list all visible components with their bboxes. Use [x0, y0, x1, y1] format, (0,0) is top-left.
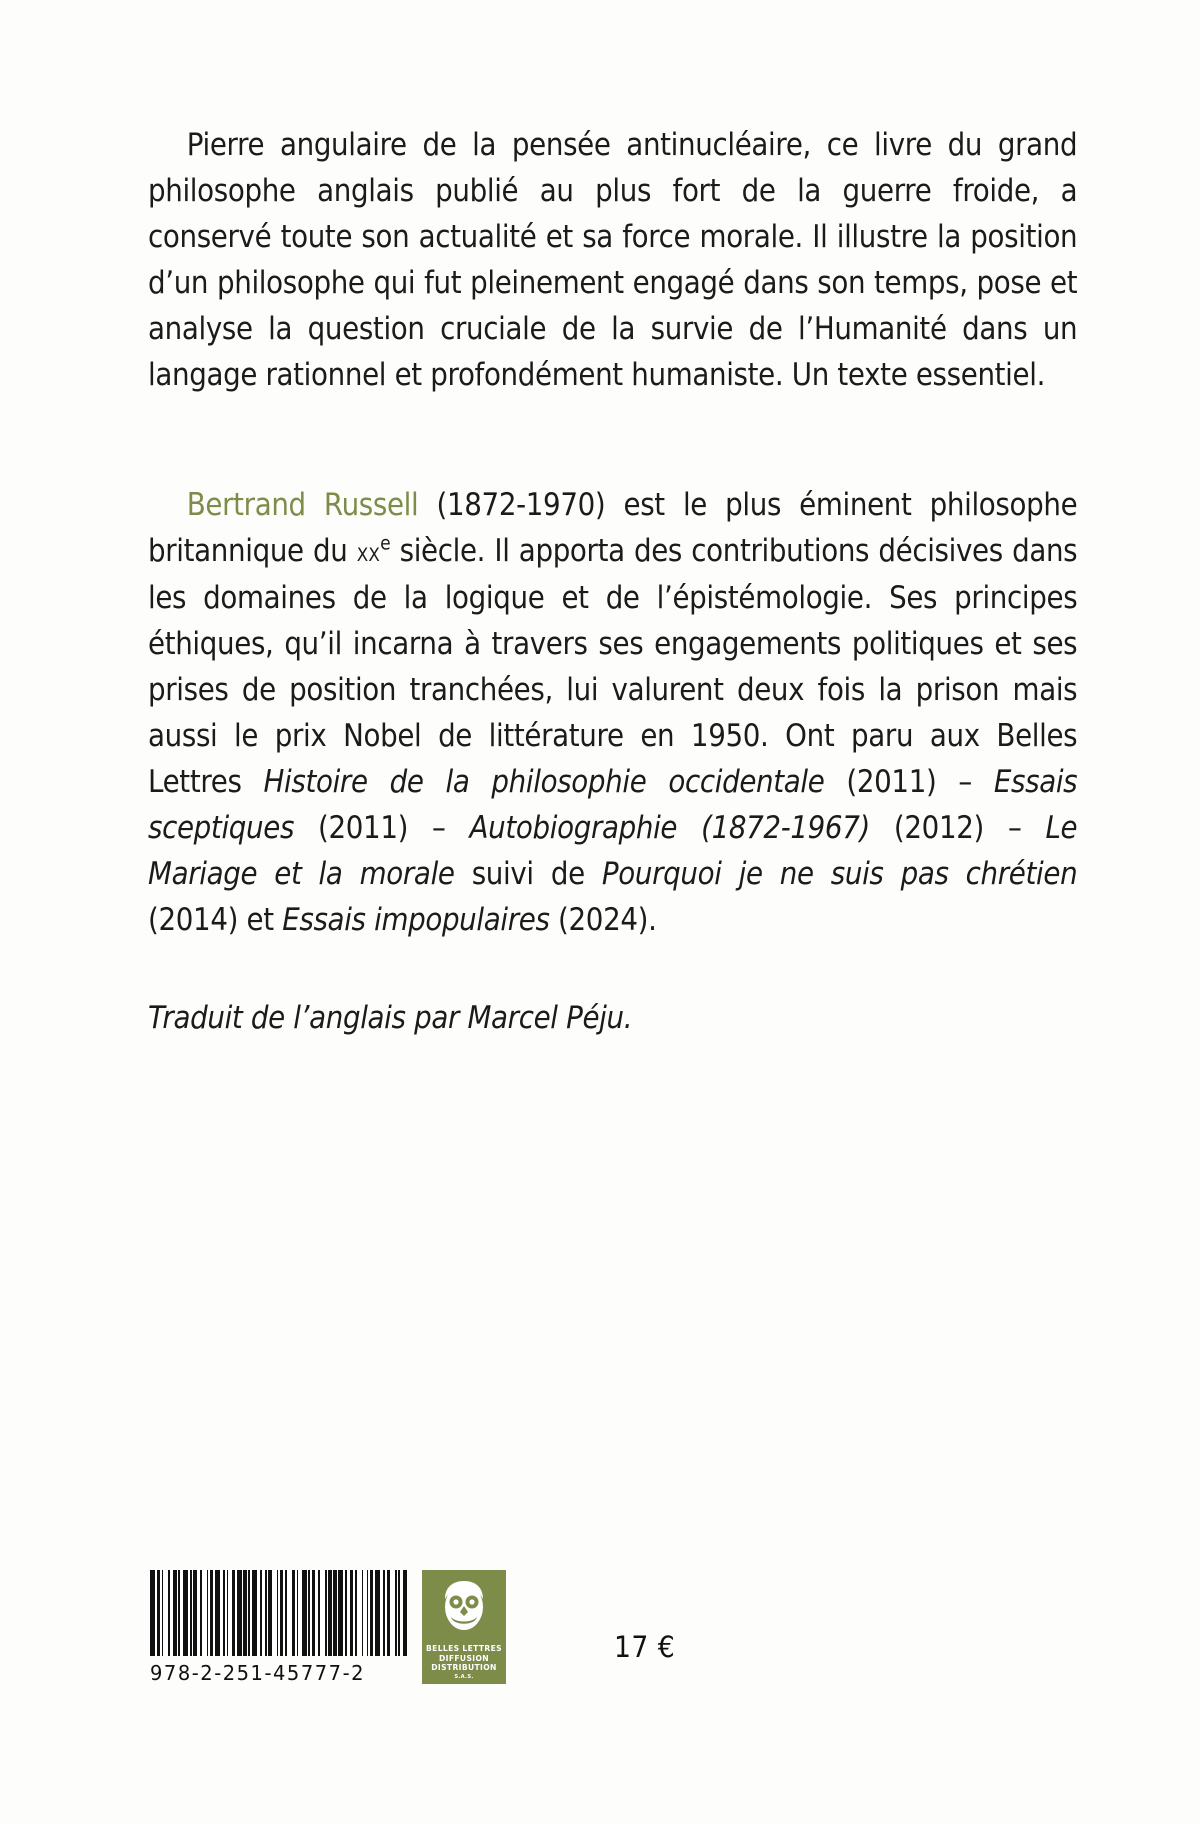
author-dates-text: (1872-1970) est le plus éminent philosophe britannique du: [148, 487, 1078, 569]
cover-content: [148, 122, 1078, 1041]
ean13-barcode: [150, 1570, 408, 1656]
author-bio-paragraph: [148, 482, 1077, 943]
bio-continuation-text: siècle. Il apporta des contributions décisives dans les domaines de la logique et de l’épistémologie. Ses principes éthiques, qu’il incarna à travers ses engagements politiques et ses prises de position tranchées, lui valurent deux fois la prison mais aussi le prix Nobel de littérature en 1950. Ont paru aux Belles Lettres: [148, 533, 1078, 800]
work-title: Essais impopulaires: [282, 902, 550, 938]
publisher-line-3: DISTRIBUTION: [431, 1663, 497, 1673]
owl-icon: [422, 1574, 506, 1636]
footer-bar: [150, 1570, 1050, 1710]
work-suffix: (2011) –: [294, 810, 470, 846]
century-ordinal-suffix: e: [380, 531, 391, 555]
work-suffix: (2014) et: [148, 902, 283, 938]
work-title: Essais sceptiques: [148, 764, 1078, 846]
work-suffix: (2011) –: [824, 764, 994, 800]
barcode-bar: [407, 1570, 409, 1656]
work-title: Pourquoi je ne suis pas chrétien: [601, 856, 1078, 892]
work-title: Histoire de la philosophie occidentale: [263, 764, 825, 800]
blurb-text: Pierre angulaire de la pensée antinucléaire, ce livre du grand philosophe anglais publié au plus fort de la guerre froide, a conservé toute son actualité et sa force morale. Il illustre la position d’un philosophe qui fut pleinement engagé dans son temps, pose et analyse la question cruciale de la survie de l’Humanité dans un langage rationnel et profondément humaniste. Un texte essentiel.: [148, 127, 1078, 393]
publisher-line-4: S.A.S.: [454, 1674, 474, 1680]
work-title: Le Mariage et la morale: [148, 810, 1078, 892]
publisher-line-2: DIFFUSION: [439, 1653, 489, 1663]
publisher-line-1: BELLES LETTRES: [426, 1644, 502, 1654]
century-numeral: xx: [356, 535, 381, 568]
price-label: 17 €: [614, 1630, 676, 1664]
publisher-logo-text: [422, 1644, 506, 1681]
barcode-block: [150, 1570, 408, 1685]
blurb-paragraph: [148, 122, 1077, 398]
isbn-text: 978-2-251-45777-2: [150, 1661, 366, 1685]
translator-note: Traduit de l’anglais par Marcel Péju.: [148, 1000, 633, 1036]
publisher-logo: [422, 1570, 506, 1684]
work-title: Autobiographie (1872-1967): [469, 810, 870, 846]
work-suffix: (2024).: [549, 902, 657, 938]
work-suffix: suivi de: [454, 856, 602, 892]
author-name: Bertrand Russell: [186, 487, 419, 523]
work-suffix: (2012) –: [869, 810, 1046, 846]
